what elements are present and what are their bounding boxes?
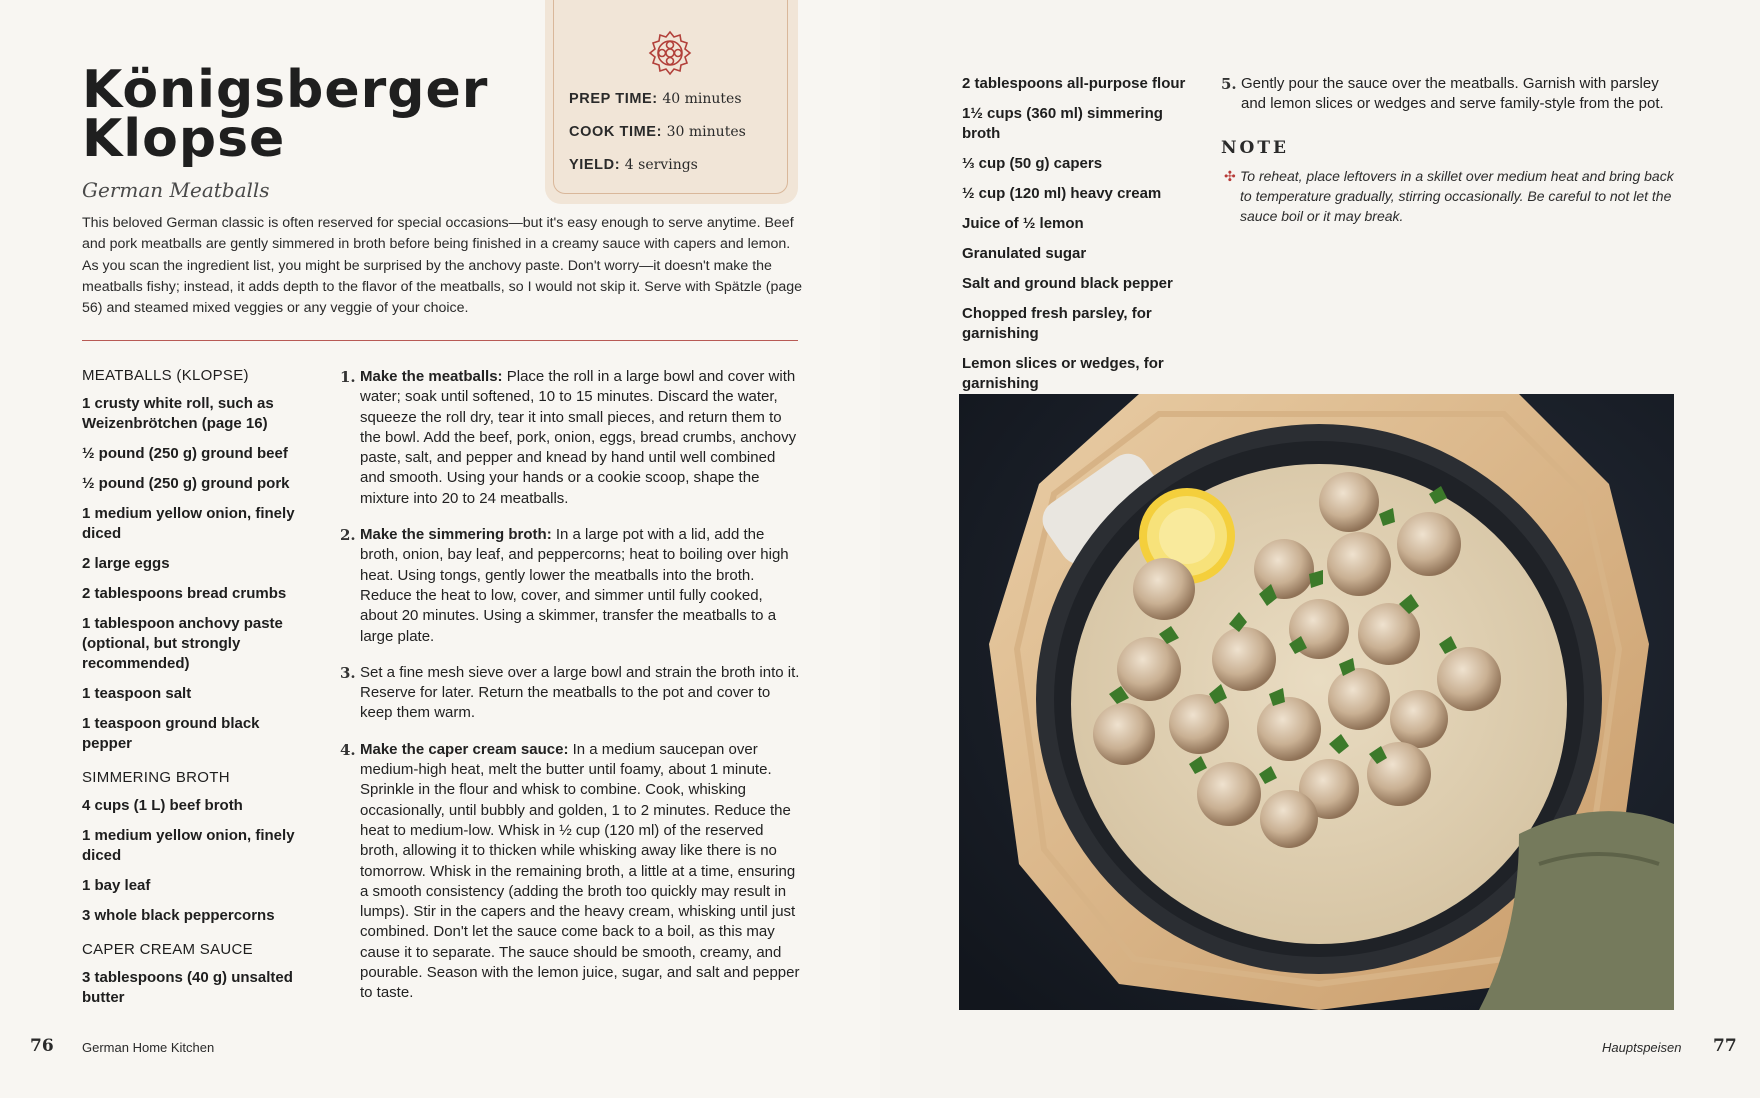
method-steps-continued [1221, 74, 1681, 131]
ingredient-item: Chopped fresh parsley, for garnishing [962, 305, 1152, 342]
yield-label: YIELD: [569, 157, 621, 173]
step-number: 5. [1221, 75, 1237, 93]
recipe-subtitle: German Meatballs [82, 178, 270, 202]
meatballs-pot-illustration [959, 394, 1674, 1010]
ingredient-item: ½ pound (250 g) ground pork [82, 475, 290, 492]
section-divider [82, 340, 798, 341]
note-body [1224, 166, 1688, 226]
ingredients-heading-broth: SIMMERING BROTH [82, 769, 230, 786]
ingredient-item: 1 medium yellow onion, finely diced [82, 827, 295, 864]
ingredient-item: Salt and ground black pepper [962, 275, 1173, 292]
step-lead: Make the caper cream sauce: [360, 740, 569, 758]
step-1 [340, 367, 800, 509]
step-lead: Make the simmering broth: [360, 526, 552, 544]
ingredient-item: ½ cup (120 ml) heavy cream [962, 185, 1162, 202]
cook-time-value: 30 minutes [666, 124, 746, 140]
step-text: Gently pour the sauce over the meatballs. Garnish with parsley and lemon slices or wedges and serve family-style from the pot. [1241, 75, 1664, 113]
running-title-right: Hauptspeisen [1602, 1040, 1682, 1055]
ingredient-item: 1 teaspoon salt [82, 685, 192, 702]
step-text: Place the roll in a large bowl and cover with water; soak until softened, 10 to 15 minutes. Discard the water, squeeze the roll dry, tear it into small pieces, and return them to the bowl. Add the beef, pork, onion, eggs, bread crumbs, anchovy paste, salt, and pepper and knead by hand until well combined and smooth. Using your hands or a cookie scoop, shape the mixture into 20 to 24 meatballs. [360, 368, 797, 507]
step-lead: Make the meatballs: [360, 368, 503, 385]
prep-time [569, 91, 742, 107]
recipe-intro: This beloved German classic is often reserved for special occasions—but it's easy enough to serve anytime. Beef and pork meatballs are gently simmered in broth before being finished in a creamy sauce with capers and lemon. As you scan the ingredient list, you might be surprised by the anchovy paste. Don't worry—it doesn't make the meatballs fishy; instead, it adds depth to the flavor of the meatballs, so I would not skip it. Serve with Spätzle (page 56) and steamed mixed veggies or any veggie of your choice. [82, 215, 803, 317]
ingredient-item: ⅓ cup (50 g) capers [962, 155, 1103, 172]
step-text: In a large pot with a lid, add the broth, onion, bay leaf, and peppercorns; heat to boiling over high heat. Using tongs, gently lower the meatballs into the broth. Reduce the heat to low, cover, and simmer until fully cooked, about 20 minutes. Using a skimmer, transfer the meatballs to a large plate. [360, 526, 789, 645]
recipe-title: Königsberger Klopse [82, 60, 489, 169]
step-2 [340, 525, 800, 647]
cook-time-label: COOK TIME: [569, 124, 662, 140]
ingredient-item: Juice of ½ lemon [962, 215, 1084, 232]
step-4 [340, 740, 800, 1004]
four-point-star-icon: ✣ [1224, 168, 1236, 184]
broth-ingredients [82, 796, 312, 926]
prep-time-label: PREP TIME: [569, 91, 658, 107]
ingredients-heading-meatballs: MEATBALLS (KLOPSE) [82, 367, 249, 384]
step-number: 2. [340, 526, 356, 545]
ingredient-item: 2 tablespoons bread crumbs [82, 585, 287, 602]
ingredient-item: 2 large eggs [82, 555, 170, 572]
step-number: 1. [340, 368, 356, 386]
ingredient-item: Lemon slices or wedges, for garnishing [962, 355, 1164, 392]
step-text: In a medium saucepan over medium-high heat, melt the butter until foamy, about 1 minute. Sprinkle in the flour and whisk to combine. Cook, whisking occasionally, until bubbly and golden, 1 to 2 minutes. Reduce the heat to medium-low. Whisk in ½ cup (120 ml) of the reserved broth, allowing it to thicken while whisking away like there is no tomorrow. Whisk in the remaining broth, a little at a time, ensuring a smooth consistency (adding the broth too quickly may result in lumps). Stir in the capers and the heavy cream, whisking until just combined. Don't let the sauce come back to a boil, as this may cause it to separate. The sauce should be smooth, creamy, and pourable. Season with the lemon juice, sugar, and salt and pepper to taste. [360, 740, 800, 1002]
method-steps [340, 367, 800, 1020]
ingredient-item: 4 cups (1 L) beef broth [82, 797, 243, 814]
ingredient-item: Granulated sugar [962, 245, 1087, 262]
caper-ingredients [82, 968, 312, 1008]
page-number-left: 76 [30, 1036, 54, 1056]
step-3 [340, 663, 800, 724]
note-text: To reheat, place leftovers in a skillet over medium heat and bring back to temperature gradually, stirring occasionally. Be careful to not let the sauce boil or it may break. [1240, 168, 1674, 224]
ingredient-item: ½ pound (250 g) ground beef [82, 445, 288, 462]
ingredient-item: 1 medium yellow onion, finely diced [82, 505, 295, 542]
dish-photo [959, 394, 1674, 1010]
ornamental-medallion-icon [646, 29, 694, 77]
step-number: 4. [340, 740, 356, 759]
ingredient-item: 2 tablespoons all-purpose flour [962, 75, 1186, 92]
ingredient-item: 1 teaspoon ground black pepper [82, 715, 260, 752]
running-title-left: German Home Kitchen [82, 1040, 215, 1055]
cook-time [569, 124, 746, 140]
yield [569, 157, 698, 173]
note-heading: NOTE [1221, 138, 1289, 158]
ingredients-column [82, 366, 312, 1018]
ingredients-heading-caper: CAPER CREAM SAUCE [82, 941, 253, 958]
step-5 [1221, 74, 1681, 115]
ingredient-item: 1 crusty white roll, such as Weizenbrötchen (page 16) [82, 395, 274, 432]
recipe-info-card [545, 0, 798, 204]
ingredient-item: 1 tablespoon anchovy paste (optional, but strongly recommended) [82, 615, 283, 672]
ingredients-continued [962, 74, 1198, 404]
step-text: Set a fine mesh sieve over a large bowl and strain the broth into it. Reserve for later. Return the meatballs to the pot and cover to keep them warm. [360, 663, 800, 722]
prep-time-value: 40 minutes [662, 91, 742, 107]
page-number-right: 77 [1713, 1036, 1737, 1056]
step-number: 3. [340, 663, 356, 682]
ingredient-item: 3 whole black peppercorns [82, 907, 275, 924]
ingredient-item: 1 bay leaf [82, 877, 151, 894]
ingredient-item: 1½ cups (360 ml) simmering broth [962, 105, 1163, 142]
ingredient-item: 3 tablespoons (40 g) unsalted butter [82, 969, 293, 1006]
meatballs-ingredients [82, 394, 312, 754]
yield-value: 4 servings [624, 157, 698, 173]
